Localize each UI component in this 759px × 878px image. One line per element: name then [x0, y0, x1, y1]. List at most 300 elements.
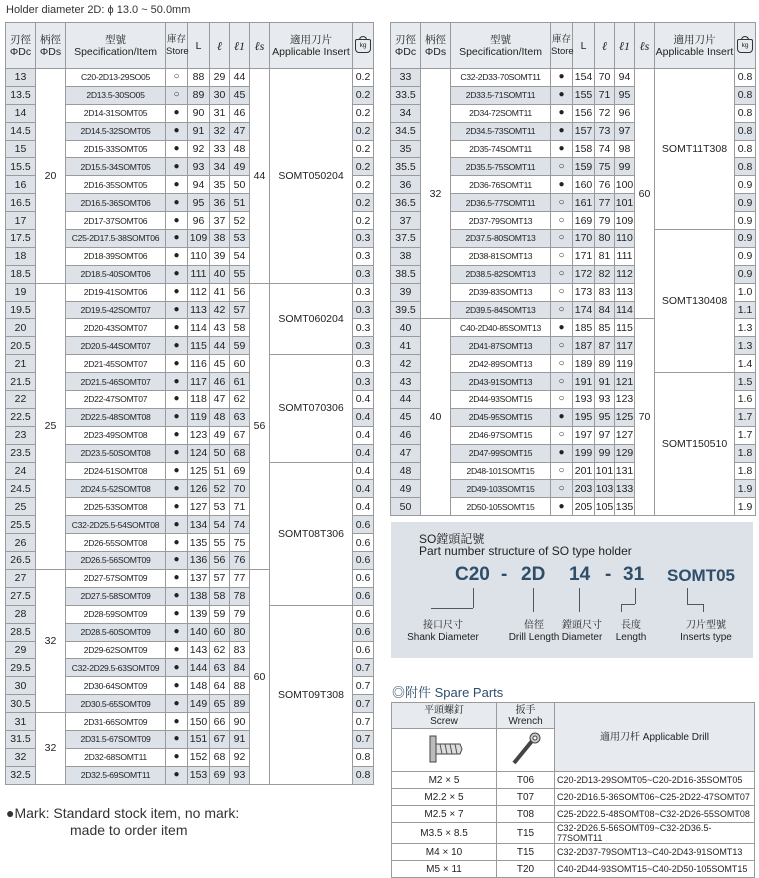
l1-cell: 100 — [615, 176, 635, 194]
cutting-diameter-cell: 26 — [6, 534, 36, 552]
store-mark-cell: ● — [551, 319, 573, 337]
l-cell: 69 — [210, 766, 230, 784]
so-title-cn: SO鏜頭記號 — [419, 532, 485, 546]
L-cell: 185 — [573, 319, 595, 337]
L-cell: 95 — [188, 194, 210, 212]
l1-cell: 95 — [615, 86, 635, 104]
table-row — [6, 69, 374, 87]
store-mark-cell: ● — [166, 265, 188, 283]
table-row — [391, 69, 756, 87]
L-cell: 193 — [573, 391, 595, 409]
L-cell: 91 — [188, 122, 210, 140]
l-cell: 31 — [210, 104, 230, 122]
weight-cell: 0.8 — [735, 122, 756, 140]
l-cell: 76 — [595, 176, 615, 194]
screw-size-cell: M5 × 11 — [392, 861, 497, 878]
l1-cell: 53 — [230, 230, 250, 248]
wrench-size-cell: T15 — [497, 844, 555, 861]
cutting-diameter-cell: 22.5 — [6, 408, 36, 426]
weight-cell: 0.2 — [353, 140, 374, 158]
wrench-image-cell — [497, 729, 555, 772]
l1-cell: 84 — [230, 659, 250, 677]
applicable-insert-cell: SOMT08T306 — [270, 462, 353, 605]
cutting-diameter-cell: 22 — [6, 391, 36, 409]
l-cell: 70 — [595, 69, 615, 87]
l1-cell: 92 — [230, 748, 250, 766]
cutting-diameter-cell: 37.5 — [391, 230, 421, 248]
applicable-insert-cell: SOMT130408 — [655, 230, 735, 373]
shank-diameter-cell: 32 — [36, 569, 66, 712]
store-mark-cell: ● — [551, 408, 573, 426]
weight-cell: 0.4 — [353, 426, 374, 444]
shank-diameter-cell: 40 — [421, 319, 451, 516]
store-mark-cell: ● — [166, 176, 188, 194]
applicable-drill-cell: C25-2D22.5-48SOMT08~C32-2D26-55SOMT08 — [555, 806, 755, 823]
L-cell: 134 — [188, 516, 210, 534]
spec-cell: 2D47-99SOMT15 — [451, 444, 551, 462]
spec-cell: 2D22.5-48SOMT08 — [66, 408, 166, 426]
L-cell: 151 — [188, 730, 210, 748]
store-mark-cell: ○ — [551, 373, 573, 391]
spec-cell: 2D22-47SOMT07 — [66, 391, 166, 409]
spec-cell: 2D31-66SOMT09 — [66, 713, 166, 731]
table-row — [6, 283, 374, 301]
label-inserts-type: 刀片型號 Inserts type — [680, 620, 732, 643]
l-cell: 38 — [210, 230, 230, 248]
L-cell: 159 — [573, 158, 595, 176]
wrench-size-cell: T20 — [497, 861, 555, 878]
header-dc: 刃徑 ΦDc — [6, 23, 36, 69]
store-mark-cell: ● — [166, 462, 188, 480]
spec-cell: 2D30.5-65SOMT09 — [66, 695, 166, 713]
cutting-diameter-cell: 23 — [6, 426, 36, 444]
cutting-diameter-cell: 26.5 — [6, 552, 36, 570]
label-length: 長度 Length — [615, 620, 647, 643]
cutting-diameter-cell: 29 — [6, 641, 36, 659]
spec-cell: 2D16.5-36SOMT06 — [66, 194, 166, 212]
spec-cell: C20-2D13-29SO05 — [66, 69, 166, 87]
l1-cell: 129 — [615, 444, 635, 462]
l1-cell: 115 — [615, 319, 635, 337]
header-l1: ℓ1 — [230, 23, 250, 69]
l-cell: 59 — [210, 605, 230, 623]
screw-icon — [420, 732, 468, 766]
spec-cell: 2D50-105SOMT15 — [451, 498, 551, 516]
L-cell: 135 — [188, 534, 210, 552]
weight-icon: kg — [355, 39, 371, 53]
cutting-diameter-cell: 45 — [391, 408, 421, 426]
screw-size-cell: M2.5 × 7 — [392, 806, 497, 823]
connector-line — [431, 608, 473, 609]
applicable-insert-cell: SOMT070306 — [270, 355, 353, 462]
L-cell: 201 — [573, 462, 595, 480]
l-cell: 105 — [595, 498, 615, 516]
spec-cell: 2D26-55SOMT08 — [66, 534, 166, 552]
l1-cell: 63 — [230, 408, 250, 426]
weight-cell: 0.9 — [735, 176, 756, 194]
cutting-diameter-cell: 35.5 — [391, 158, 421, 176]
l1-cell: 76 — [230, 552, 250, 570]
l-cell: 55 — [210, 534, 230, 552]
l1-cell: 54 — [230, 247, 250, 265]
screw-size-cell: M3.5 × 8.5 — [392, 823, 497, 844]
l-cell: 41 — [210, 283, 230, 301]
L-cell: 153 — [188, 766, 210, 784]
weight-cell: 0.6 — [353, 569, 374, 587]
L-cell: 189 — [573, 355, 595, 373]
L-cell: 137 — [188, 569, 210, 587]
store-mark-cell: ● — [166, 158, 188, 176]
cutting-diameter-cell: 42 — [391, 355, 421, 373]
store-mark-cell: ● — [551, 140, 573, 158]
cutting-diameter-cell: 16 — [6, 176, 36, 194]
spec-cell: 2D44-93SOMT15 — [451, 391, 551, 409]
weight-cell: 0.7 — [353, 730, 374, 748]
l1-cell: 57 — [230, 301, 250, 319]
L-cell: 170 — [573, 230, 595, 248]
weight-cell: 0.8 — [353, 748, 374, 766]
cutting-diameter-cell: 14.5 — [6, 122, 36, 140]
applicable-drill-cell: C32-2D37-79SOMT13~C40-2D43-91SOMT13 — [555, 844, 755, 861]
l1-cell: 75 — [230, 534, 250, 552]
l1-cell: 44 — [230, 69, 250, 87]
weight-cell: 0.2 — [353, 194, 374, 212]
header-applicable-drill: 適用刀杆 Applicable Drill — [555, 703, 755, 772]
store-mark-cell: ● — [166, 337, 188, 355]
connector-line — [621, 604, 622, 612]
store-mark-cell: ● — [166, 713, 188, 731]
spare-row — [392, 844, 755, 861]
l-cell: 51 — [210, 462, 230, 480]
spec-cell: C25-2D17.5-38SOMT06 — [66, 230, 166, 248]
l-cell: 63 — [210, 659, 230, 677]
l-cell: 74 — [595, 140, 615, 158]
cutting-diameter-cell: 16.5 — [6, 194, 36, 212]
cutting-diameter-cell: 38.5 — [391, 265, 421, 283]
applicable-insert-cell: SOMT11T308 — [655, 69, 735, 230]
l1-cell: 49 — [230, 158, 250, 176]
l1-cell: 77 — [230, 569, 250, 587]
spec-cell: 2D19.5-42SOMT07 — [66, 301, 166, 319]
l-cell: 45 — [210, 355, 230, 373]
cutting-diameter-cell: 15 — [6, 140, 36, 158]
part-number-structure-box — [391, 522, 753, 658]
L-cell: 89 — [188, 86, 210, 104]
l-cell: 49 — [210, 426, 230, 444]
cutting-diameter-cell: 27.5 — [6, 587, 36, 605]
wrench-size-cell: T07 — [497, 789, 555, 806]
l-cell: 53 — [210, 498, 230, 516]
l-cell: 95 — [595, 408, 615, 426]
l-cell: 60 — [210, 623, 230, 641]
L-cell: 123 — [188, 426, 210, 444]
store-mark-cell: ○ — [551, 158, 573, 176]
cutting-diameter-cell: 48 — [391, 462, 421, 480]
shank-diameter-cell: 20 — [36, 69, 66, 284]
cutting-diameter-cell: 18 — [6, 247, 36, 265]
spec-cell: 2D23-49SOMT08 — [66, 426, 166, 444]
l1-cell: 121 — [615, 373, 635, 391]
l1-cell: 131 — [615, 462, 635, 480]
header-insert: 適用刀片 Applicable Insert — [270, 23, 353, 69]
l-cell: 66 — [210, 713, 230, 731]
applicable-drill-cell: C32-2D26.5-56SOMT09~C32-2D36.5-77SOMT11 — [555, 823, 755, 844]
spec-cell: 2D32-68SOMT11 — [66, 748, 166, 766]
applicable-drill-cell: C40-2D44-93SOMT15~C40-2D50-105SOMT15 — [555, 861, 755, 878]
store-mark-cell: ● — [166, 408, 188, 426]
L-cell: 158 — [573, 140, 595, 158]
l-cell: 62 — [210, 641, 230, 659]
l1-cell: 61 — [230, 373, 250, 391]
spec-cell: 2D17-37SOMT06 — [66, 212, 166, 230]
ls-cell: 56 — [250, 283, 270, 569]
L-cell: 174 — [573, 301, 595, 319]
cutting-diameter-cell: 34 — [391, 104, 421, 122]
spec-cell: 2D24-51SOMT08 — [66, 462, 166, 480]
code-diameter: 14 — [569, 564, 591, 585]
cutting-diameter-cell: 15.5 — [6, 158, 36, 176]
cutting-diameter-cell: 33 — [391, 69, 421, 87]
weight-icon: kg — [737, 39, 753, 53]
store-mark-cell: ○ — [551, 462, 573, 480]
header-dc: 刃徑 ΦDc — [391, 23, 421, 69]
L-cell: 150 — [188, 713, 210, 731]
l1-cell: 79 — [230, 605, 250, 623]
l1-cell: 125 — [615, 408, 635, 426]
screw-size-cell: M2.2 × 5 — [392, 789, 497, 806]
store-mark-cell: ● — [166, 480, 188, 498]
cutting-diameter-cell: 50 — [391, 498, 421, 516]
header-spec: 型號 Specification/Item — [66, 23, 166, 69]
spare-row — [392, 823, 755, 844]
l1-cell: 127 — [615, 426, 635, 444]
store-mark-cell: ● — [166, 587, 188, 605]
weight-cell: 1.5 — [735, 373, 756, 391]
spec-cell: 2D13.5-30SO05 — [66, 86, 166, 104]
weight-cell: 0.4 — [353, 462, 374, 480]
l1-cell: 52 — [230, 212, 250, 230]
L-cell: 197 — [573, 426, 595, 444]
spec-cell: 2D37-79SOMT13 — [451, 212, 551, 230]
L-cell: 93 — [188, 158, 210, 176]
l-cell: 33 — [210, 140, 230, 158]
header-weight — [353, 23, 374, 69]
l1-cell: 58 — [230, 319, 250, 337]
L-cell: 139 — [188, 605, 210, 623]
l-cell: 48 — [210, 408, 230, 426]
spec-cell: 2D49-103SOMT15 — [451, 480, 551, 498]
cutting-diameter-cell: 23.5 — [6, 444, 36, 462]
spec-cell: 2D15-33SOMT05 — [66, 140, 166, 158]
l-cell: 32 — [210, 122, 230, 140]
cutting-diameter-cell: 44 — [391, 391, 421, 409]
l-cell: 68 — [210, 748, 230, 766]
L-cell: 140 — [188, 623, 210, 641]
weight-cell: 1.8 — [735, 462, 756, 480]
store-mark-cell: ● — [166, 194, 188, 212]
connector-line — [533, 588, 534, 612]
wrench-size-cell: T08 — [497, 806, 555, 823]
store-mark-cell: ○ — [551, 230, 573, 248]
ls-cell: 70 — [635, 319, 655, 516]
cutting-diameter-cell: 41 — [391, 337, 421, 355]
weight-cell: 0.9 — [735, 194, 756, 212]
weight-cell: 0.8 — [735, 69, 756, 87]
weight-cell: 0.6 — [353, 552, 374, 570]
store-mark-cell: ● — [166, 122, 188, 140]
header-spec: 型號 Specification/Item — [451, 23, 551, 69]
l1-cell: 67 — [230, 426, 250, 444]
spec-cell: 2D29-62SOMT09 — [66, 641, 166, 659]
L-cell: 144 — [188, 659, 210, 677]
wrench-size-cell: T06 — [497, 772, 555, 789]
store-mark-cell: ● — [166, 212, 188, 230]
spare-row — [392, 789, 755, 806]
cutting-diameter-cell: 27 — [6, 569, 36, 587]
L-cell: 96 — [188, 212, 210, 230]
store-mark-cell: ● — [166, 391, 188, 409]
header-L: L — [573, 23, 595, 69]
holder-diameter-caption: Holder diameter 2D: ϕ 13.0 ~ 50.0mm — [6, 4, 191, 16]
l1-cell: 50 — [230, 176, 250, 194]
store-mark-cell: ● — [166, 605, 188, 623]
spec-cell: 2D41-87SOMT13 — [451, 337, 551, 355]
L-cell: 110 — [188, 247, 210, 265]
spec-cell: 2D21-45SOMT07 — [66, 355, 166, 373]
header-l1: ℓ1 — [615, 23, 635, 69]
cutting-diameter-cell: 49 — [391, 480, 421, 498]
l-cell: 84 — [595, 301, 615, 319]
cutting-diameter-cell: 33.5 — [391, 86, 421, 104]
L-cell: 156 — [573, 104, 595, 122]
cutting-diameter-cell: 21 — [6, 355, 36, 373]
spec-cell: 2D46-97SOMT15 — [451, 426, 551, 444]
l1-cell: 88 — [230, 677, 250, 695]
header-weight — [735, 23, 756, 69]
l-cell: 77 — [595, 194, 615, 212]
l-cell: 40 — [210, 265, 230, 283]
applicable-drill-cell: C20-2D16.5-36SOMT06~C25-2D22-47SOMT07 — [555, 789, 755, 806]
header-ls: ℓs — [250, 23, 270, 69]
L-cell: 112 — [188, 283, 210, 301]
weight-cell: 1.9 — [735, 480, 756, 498]
weight-cell: 1.3 — [735, 319, 756, 337]
weight-cell: 0.3 — [353, 301, 374, 319]
store-mark-cell: ● — [166, 283, 188, 301]
note-line-1: Mark: Standard stock item, no mark: — [14, 805, 240, 821]
l-cell: 79 — [595, 212, 615, 230]
spec-cell: 2D36-76SOMT11 — [451, 176, 551, 194]
l1-cell: 98 — [615, 140, 635, 158]
cutting-diameter-cell: 47 — [391, 444, 421, 462]
store-mark-cell: ● — [166, 444, 188, 462]
L-cell: 127 — [188, 498, 210, 516]
spare-row — [392, 806, 755, 823]
store-mark-cell: ● — [166, 247, 188, 265]
weight-cell: 0.3 — [353, 283, 374, 301]
l1-cell: 56 — [230, 283, 250, 301]
note-line-2: made to order item — [70, 822, 188, 838]
store-mark-cell: ○ — [166, 86, 188, 104]
l1-cell: 90 — [230, 713, 250, 731]
spare-parts-body — [392, 772, 755, 878]
weight-cell: 0.7 — [353, 677, 374, 695]
l-cell: 85 — [595, 319, 615, 337]
cutting-diameter-cell: 40 — [391, 319, 421, 337]
spec-cell: C32-2D25.5-54SOMT08 — [66, 516, 166, 534]
L-cell: 171 — [573, 247, 595, 265]
cutting-diameter-cell: 46 — [391, 426, 421, 444]
l1-cell: 83 — [230, 641, 250, 659]
cutting-diameter-cell: 39 — [391, 283, 421, 301]
spec-cell: 2D34.5-73SOMT11 — [451, 122, 551, 140]
ls-cell: 60 — [635, 69, 655, 319]
weight-cell: 0.2 — [353, 104, 374, 122]
spec-cell: 2D27.5-58SOMT09 — [66, 587, 166, 605]
weight-cell: 1.0 — [735, 283, 756, 301]
spec-cell: 2D43-91SOMT13 — [451, 373, 551, 391]
l-cell: 46 — [210, 373, 230, 391]
weight-cell: 0.7 — [353, 659, 374, 677]
cutting-diameter-cell: 43 — [391, 373, 421, 391]
l1-cell: 48 — [230, 140, 250, 158]
l-cell: 73 — [595, 122, 615, 140]
spec-cell: 2D27-57SOMT09 — [66, 569, 166, 587]
weight-cell: 0.3 — [353, 247, 374, 265]
connector-line — [687, 604, 703, 605]
l1-cell: 45 — [230, 86, 250, 104]
header-ls: ℓs — [635, 23, 655, 69]
l-cell: 101 — [595, 462, 615, 480]
L-cell: 90 — [188, 104, 210, 122]
store-mark-cell: ○ — [551, 265, 573, 283]
shank-diameter-cell: 32 — [36, 713, 66, 785]
store-mark-cell: ● — [166, 319, 188, 337]
spec-cell: 2D26.5-56SOMT09 — [66, 552, 166, 570]
l1-cell: 80 — [230, 623, 250, 641]
code-insert: SOMT05 — [667, 566, 736, 585]
weight-cell: 1.3 — [735, 337, 756, 355]
cutting-diameter-cell: 30 — [6, 677, 36, 695]
store-mark-cell: ● — [166, 569, 188, 587]
store-mark-cell: ○ — [551, 194, 573, 212]
cutting-diameter-cell: 24 — [6, 462, 36, 480]
spec-cell: 2D38-81SOMT13 — [451, 247, 551, 265]
cutting-diameter-cell: 17.5 — [6, 230, 36, 248]
l-cell: 54 — [210, 516, 230, 534]
L-cell: 157 — [573, 122, 595, 140]
code-drill-length: 2D — [521, 564, 546, 585]
cutting-diameter-cell: 29.5 — [6, 659, 36, 677]
spec-cell: 2D35-74SOMT11 — [451, 140, 551, 158]
cutting-diameter-cell: 37 — [391, 212, 421, 230]
l1-cell: 119 — [615, 355, 635, 373]
l1-cell: 70 — [230, 480, 250, 498]
store-mark-cell: ● — [166, 301, 188, 319]
shank-diameter-cell: 25 — [36, 283, 66, 569]
weight-cell: 1.6 — [735, 391, 756, 409]
weight-cell: 0.3 — [353, 265, 374, 283]
l1-cell: 78 — [230, 587, 250, 605]
label-drill-length: 倍徑 Drill Length — [508, 620, 560, 643]
l-cell: 43 — [210, 319, 230, 337]
store-mark-cell: ● — [166, 426, 188, 444]
store-mark-cell: ● — [166, 355, 188, 373]
store-mark-cell: ○ — [166, 69, 188, 87]
l1-cell: 93 — [230, 766, 250, 784]
L-cell: 118 — [188, 391, 210, 409]
wrench-size-cell: T15 — [497, 823, 555, 844]
